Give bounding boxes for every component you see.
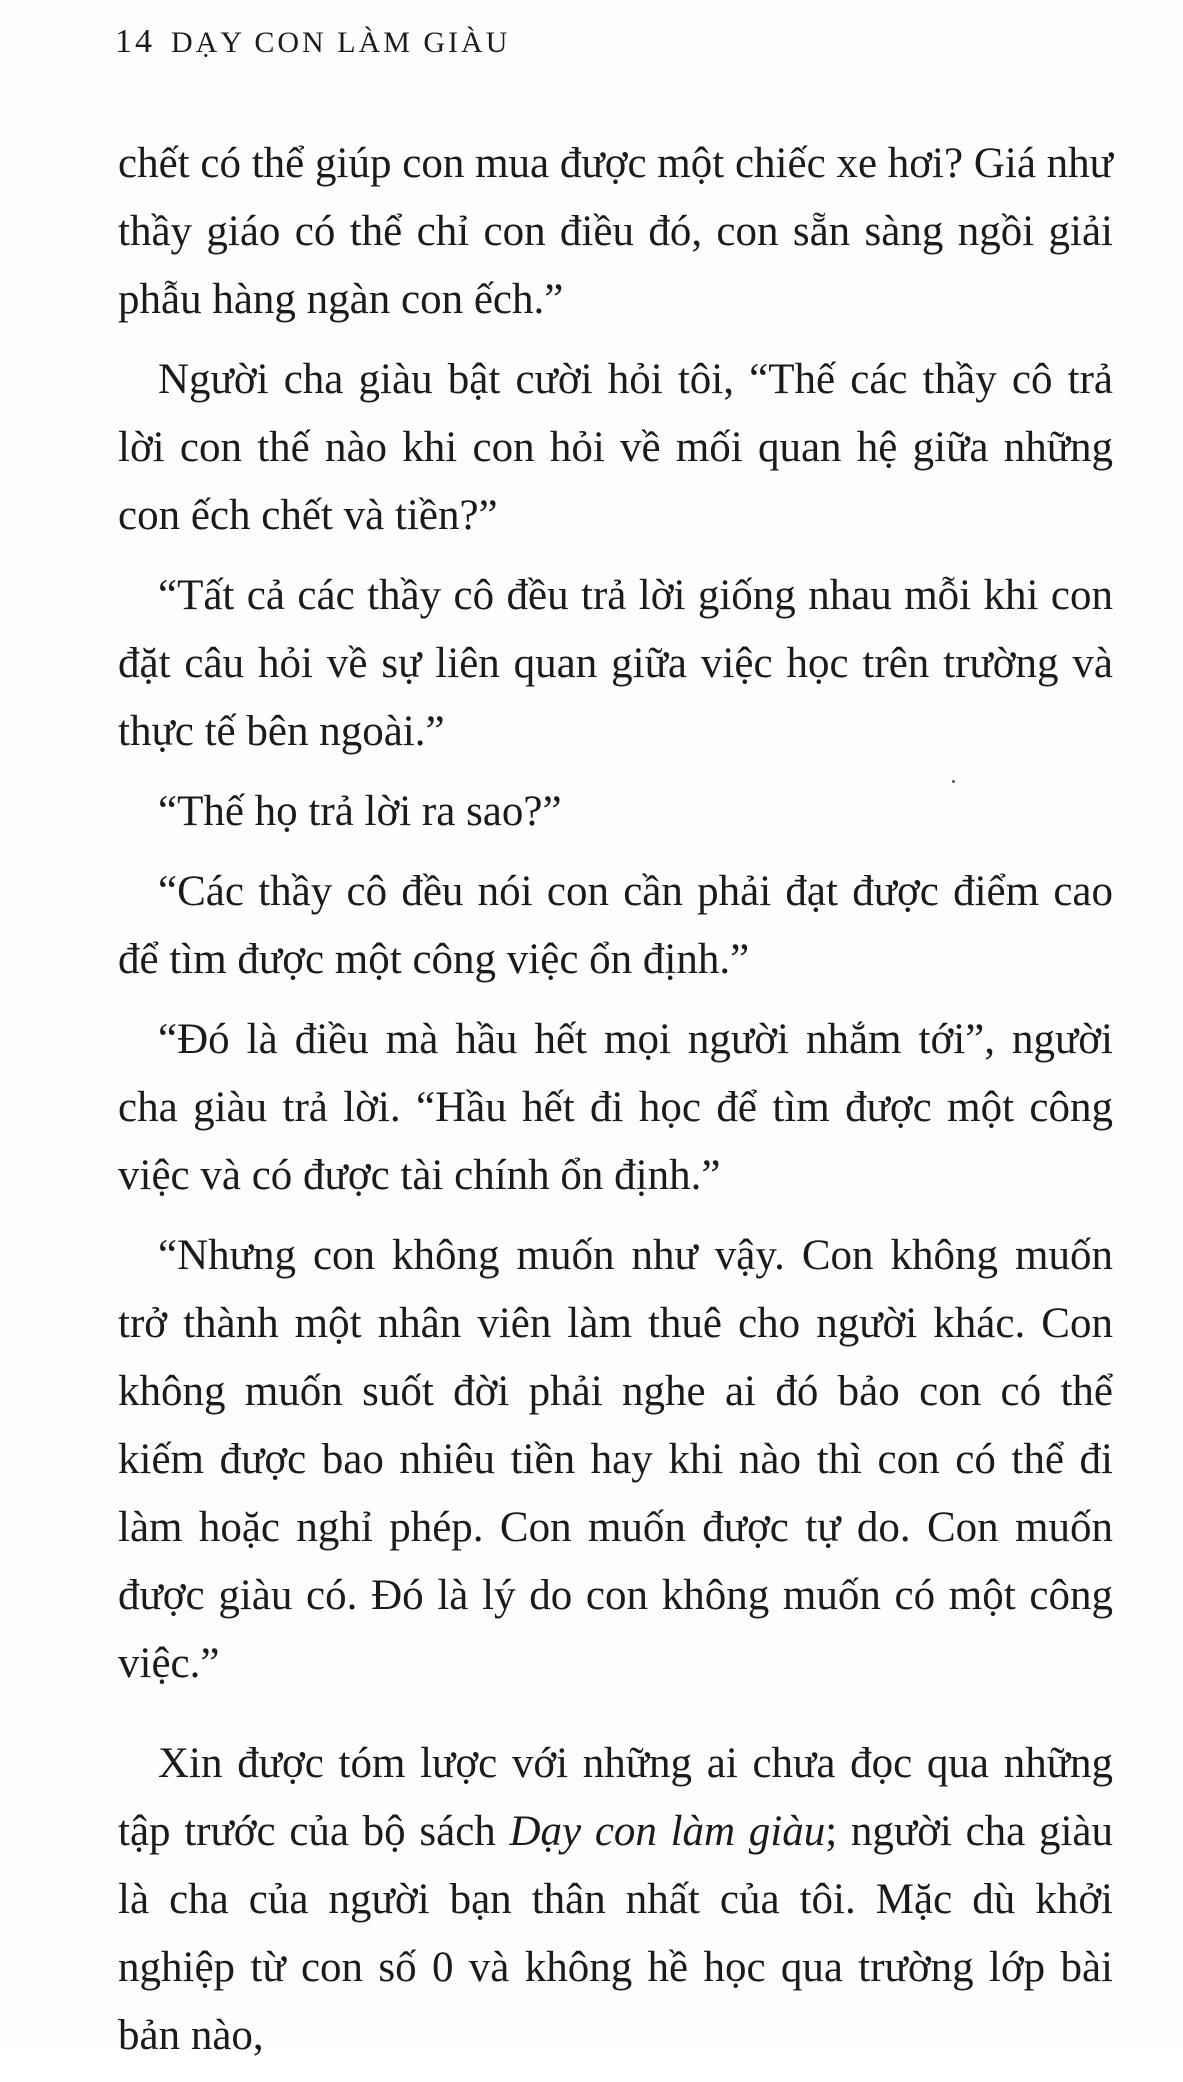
paragraph: “Tất cả các thầy cô đều trả lời giống nhau mỗi khi con đặt câu hỏi về sự liên quan giữa việc học trên trường và thực tế bên ngoài.” xyxy=(118,572,1113,755)
book-title-italic: Dạy con làm giàu xyxy=(509,1808,826,1855)
paragraph-continued: chết có thể giúp con mua được một chiếc xe hơi? Giá như thầy giáo có thể chỉ con điều đó, con sẵn sàng ngồi giải phẫu hàng ngàn con ếch.” xyxy=(118,140,1113,323)
paragraph-text: Xin được tóm lược với những ai chưa đọc qua những tập trước của bộ sách xyxy=(118,1740,1113,1855)
page-number: 14 xyxy=(115,23,155,60)
paragraph-text: ; người cha giàu là cha của người bạn thân nhất của tôi. Mặc dù khởi nghiệp từ con số 0 và không hề học qua trường lớp bài bản nào, xyxy=(118,1808,1113,2059)
paragraph: Người cha giàu bật cười hỏi tôi, “Thế các thầy cô trả lời con thế nào khi con hỏi về mối quan hệ giữa những con ếch chết và tiền?” xyxy=(118,356,1113,539)
paragraph-summary xyxy=(118,1730,1113,2070)
paragraph: “Các thầy cô đều nói con cần phải đạt được điểm cao để tìm được một công việc ổn định.” xyxy=(118,868,1113,983)
paragraph: “Đó là điều mà hầu hết mọi người nhắm tới”, người cha giàu trả lời. “Hầu hết đi học để tìm được một công việc và có được tài chính ổn định.” xyxy=(118,1016,1113,1199)
paragraph: “Thế họ trả lời ra sao?” xyxy=(158,788,562,835)
print-speck xyxy=(952,780,955,783)
book-title-header: DẠY CON LÀM GIÀU xyxy=(171,26,511,59)
paragraph: “Nhưng con không muốn như vậy. Con không muốn trở thành một nhân viên làm thuê cho người khác. Con không muốn suốt đời phải nghe ai đó bảo con có thể kiếm được bao nhiêu tiền hay khi nào thì con có thể đi làm hoặc nghỉ phép. Con muốn được tự do. Con muốn được giàu có. Đó là lý do con không muốn có một công việc.” xyxy=(118,1232,1113,1687)
body-text xyxy=(118,130,1113,2082)
running-head xyxy=(115,20,510,65)
